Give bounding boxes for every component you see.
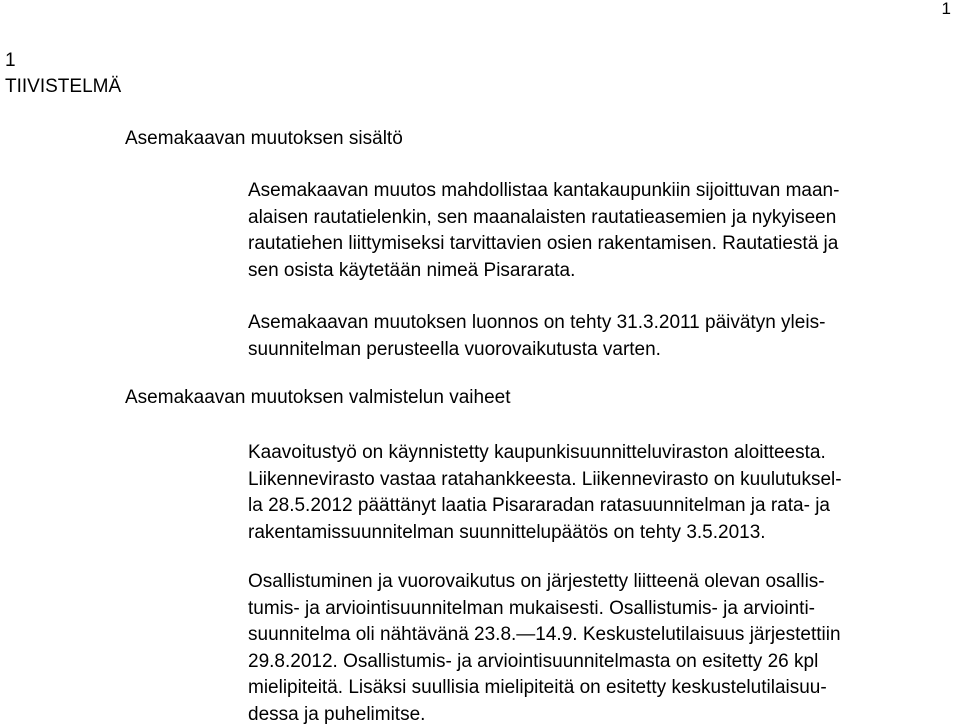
text-line: mielipiteitä. Lisäksi suullisia mielipiteitä on esitetty keskustelutilaisuu- xyxy=(248,675,948,702)
page-number: 1 xyxy=(942,0,951,19)
text-line: Kaavoitustyö on käynnistetty kaupunkisuunnitteluviraston aloitteesta. xyxy=(248,440,948,467)
text-line: sen osista käytetään nimeä Pisararata. xyxy=(248,258,948,285)
text-line: Liikennevirasto vastaa ratahankkeesta. Liikennevirasto on kuulutuksel- xyxy=(248,467,948,494)
paragraph-luonnos xyxy=(248,310,948,363)
text-line: dessa ja puhelimitse. xyxy=(248,702,948,728)
text-line: suunnitelman perusteella vuorovaikutusta varten. xyxy=(248,337,948,364)
text-line: rautatiehen liittymiseksi tarvittavien osien rakentamisen. Rautatiestä ja xyxy=(248,231,948,258)
text-line: 29.8.2012. Osallistumis- ja arviointisuunnitelmasta on esitetty 26 kpl xyxy=(248,649,948,676)
text-line: la 28.5.2012 päättänyt laatia Pisararadan ratasuunnitelman ja rata- ja xyxy=(248,493,948,520)
text-line: suunnitelma oli nähtävänä 23.8.—14.9. Keskustelutilaisuus järjestettiin xyxy=(248,622,948,649)
text-line: alaisen rautatielenkin, sen maanalaisten rautatieasemien ja nykyiseen xyxy=(248,205,948,232)
text-line: tumis- ja arviointisuunnitelman mukaisesti. Osallistumis- ja arviointi- xyxy=(248,596,948,623)
section-number: 1 xyxy=(5,50,16,72)
paragraph-kaavoitustyo xyxy=(248,440,948,546)
paragraph-osallistuminen xyxy=(248,569,948,728)
text-line: Asemakaavan muutoksen luonnos on tehty 31.3.2011 päivätyn yleis- xyxy=(248,310,948,337)
section-title: TIIVISTELMÄ xyxy=(5,76,121,98)
text-line: rakentamissuunnitelman suunnittelupäätös on tehty 3.5.2013. xyxy=(248,520,948,547)
subheading-sisalto: Asemakaavan muutoksen sisältö xyxy=(125,128,403,150)
text-line: Asemakaavan muutos mahdollistaa kantakaupunkiin sijoittuvan maan- xyxy=(248,178,948,205)
paragraph-kaavamuutos xyxy=(248,178,948,284)
subheading-vaiheet: Asemakaavan muutoksen valmistelun vaiheet xyxy=(125,387,510,409)
text-line: Osallistuminen ja vuorovaikutus on järjestetty liitteenä olevan osallis- xyxy=(248,569,948,596)
